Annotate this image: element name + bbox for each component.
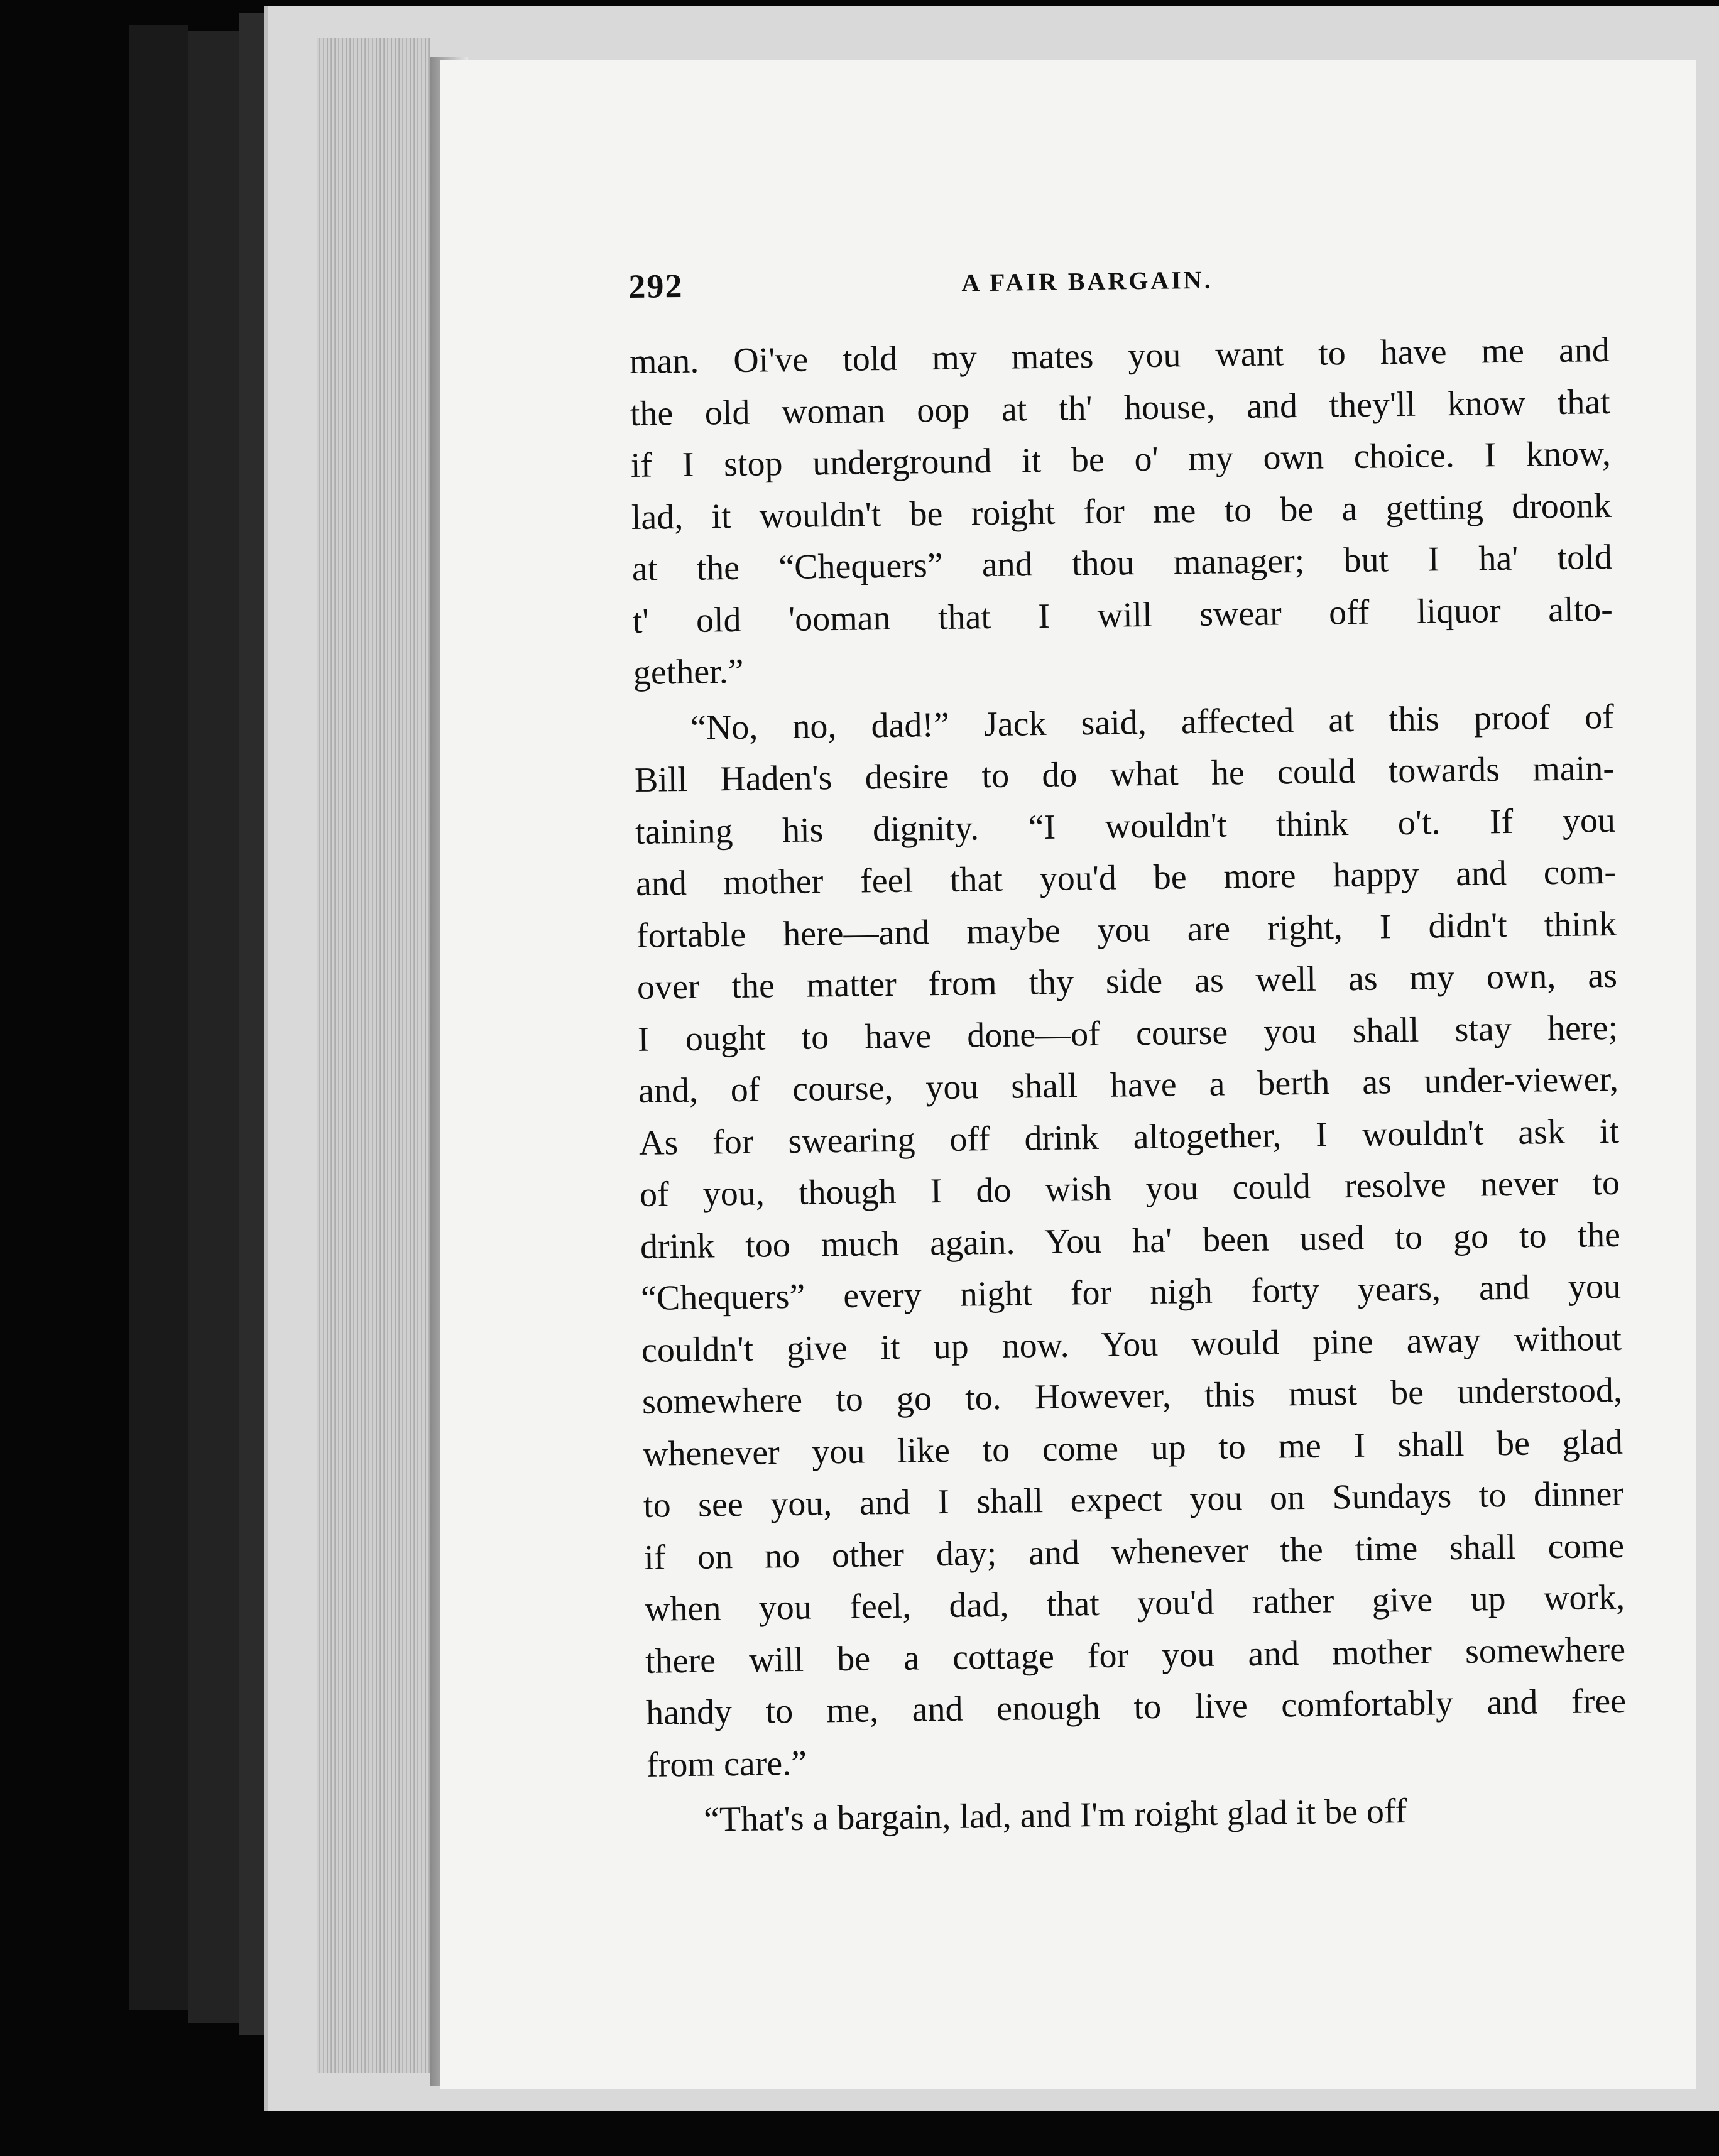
book-spine-strip xyxy=(129,25,188,2010)
text-line: the old woman oop at th' house, and they'll know that xyxy=(630,382,1611,433)
text-line: couldn't give it up now. You would pine away without xyxy=(641,1319,1622,1370)
text-line: “No, no, dad!” Jack said, affected at this proof of xyxy=(690,697,1615,748)
text-line: t' old 'ooman that I will swear off liquor alto- xyxy=(632,589,1613,641)
book-spine-strip xyxy=(239,13,264,2035)
text-line: “Chequers” every night for nigh forty years, and you xyxy=(640,1266,1622,1318)
book-spine-strip xyxy=(188,31,239,2023)
page-content xyxy=(628,255,1628,1850)
text-line: over the matter from thy side as well as my own, as xyxy=(636,956,1618,1007)
page-number: 292 xyxy=(628,266,684,305)
text-line: at the “Chequers” and thou manager; but I ha' told xyxy=(631,537,1613,589)
text-line: fortable here—and maybe you are right, I didn't think xyxy=(636,904,1617,956)
text-line: whenever you like to come up to me I shall be glad xyxy=(642,1422,1624,1474)
text-line: “That's a bargain, lad, and I'm roight glad it be off xyxy=(703,1792,1407,1839)
text-line: somewhere to go to. However, this must be understood, xyxy=(641,1370,1623,1422)
text-line: man. Oi've told my mates you want to have me and xyxy=(629,330,1610,381)
text-line: from care.” xyxy=(646,1743,807,1785)
text-line: to see you, and I shall expect you on Sundays to dinner xyxy=(643,1474,1624,1525)
text-line: if on no other day; and whenever the time shall come xyxy=(643,1526,1625,1577)
text-line: As for swearing off drink altogether, I wouldn't ask it xyxy=(638,1111,1620,1163)
text-line: and mother feel that you'd be more happy and com- xyxy=(635,852,1617,903)
text-line: taining his dignity. “I wouldn't think o't. If you xyxy=(635,800,1616,852)
paragraph xyxy=(633,690,1627,1790)
text-line: lad, it wouldn't be roight for me to be a getting droonk xyxy=(631,486,1612,537)
text-line: handy to me, and enough to live comfortably and free xyxy=(645,1681,1627,1733)
text-line: and, of course, you shall have a berth as under-viewer, xyxy=(638,1059,1619,1111)
text-line: of you, though I do wish you could resolve never to xyxy=(639,1163,1620,1214)
text-line: if I stop underground it be o' my own choice. I know, xyxy=(630,433,1612,485)
text-line: gether.” xyxy=(633,651,744,692)
text-line: there will be a cottage for you and mother somewhere xyxy=(645,1630,1626,1681)
running-head xyxy=(628,255,1609,324)
book-page xyxy=(440,60,1696,2089)
text-line: drink too much again. You ha' been used to go to the xyxy=(640,1215,1621,1266)
paragraph xyxy=(647,1783,1628,1847)
text-line: when you feel, dad, that you'd rather give up work, xyxy=(644,1577,1625,1629)
text-line: Bill Haden's desire to do what he could towards main- xyxy=(634,748,1615,800)
page-edges xyxy=(317,38,430,2073)
paragraph xyxy=(629,324,1613,699)
text-line: I ought to have done—of course you shall stay here; xyxy=(637,1008,1618,1059)
running-title: A FAIR BARGAIN. xyxy=(961,265,1213,297)
body-text xyxy=(629,324,1627,1846)
